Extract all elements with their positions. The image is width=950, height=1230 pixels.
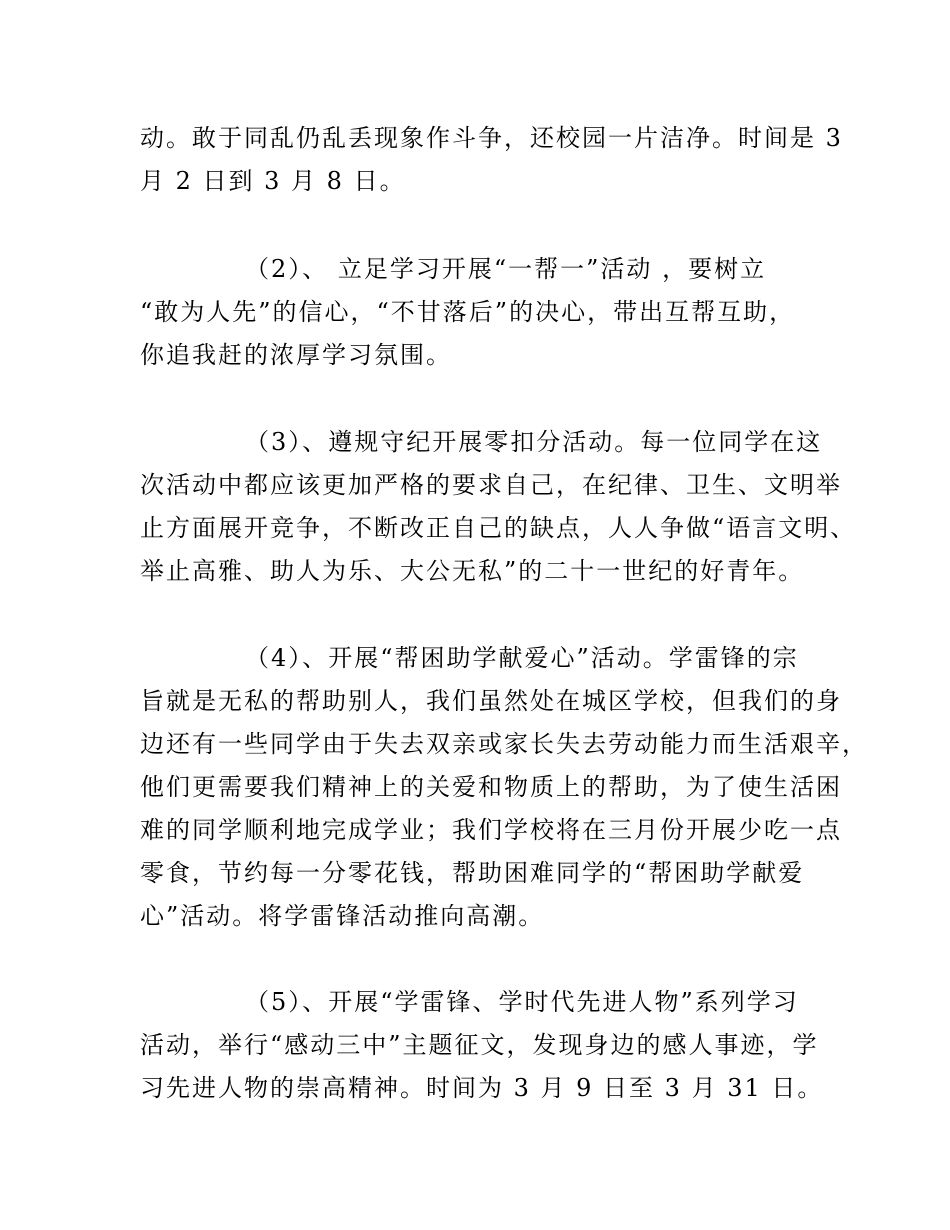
paragraph-line: 难的同学顺利地完成学业；我们学校将在三月份开展少吃一点 xyxy=(140,816,842,844)
paragraph-4 xyxy=(140,637,868,938)
paragraph-line: 习先进人物的崇高精神。时间为 3 月 9 日至 3 月 31 日。 xyxy=(140,1074,824,1102)
paragraph-line: 心”活动。将学雷锋活动推向高潮。 xyxy=(140,902,545,930)
paragraph-line: 你追我赶的浓厚学习氛围。 xyxy=(140,341,452,369)
paragraph-line: 零食，节约每一分零花钱，帮助困难同学的“帮困助学献爱 xyxy=(140,859,805,887)
paragraph-line: “敢为人先”的信心，“不甘落后”的决心，带出互帮互助， xyxy=(140,298,796,326)
paragraph-5 xyxy=(140,981,824,1110)
paragraph-line: 旨就是无私的帮助别人，我们虽然处在城区学校，但我们的身 xyxy=(140,687,842,715)
paragraph-line: 他们更需要我们精神上的关爱和物质上的帮助，为了使生活困 xyxy=(140,773,842,801)
paragraph-line: 月 2 日到 3 月 8 日。 xyxy=(140,167,406,195)
paragraph-line: （2）、 立足学习开展“一帮一”活动 ，要树立 xyxy=(245,255,767,283)
paragraph-line: 次活动中都应该更加严格的要求自己，在纪律、卫生、文明举 xyxy=(140,471,842,499)
paragraph-line: 举止高雅、助人为乐、大公无私”的二十一世纪的好青年。 xyxy=(140,557,805,585)
paragraph-line: （3）、遵规守纪开展零扣分活动。每一位同学在这 xyxy=(245,428,823,456)
paragraph-line: 活动，举行“感动三中”主题征文，发现身边的感人事迹，学 xyxy=(140,1031,819,1059)
paragraph-3 xyxy=(140,421,857,593)
paragraph-line: 边还有一些同学由于失去双亲或家长失去劳动能力而生活艰辛， xyxy=(140,730,868,758)
paragraph-line: 动。敢于同乱仍乱丢现象作斗争，还校园一片洁净。时间是 3 xyxy=(140,124,843,152)
paragraph-line: 止方面展开竞争，不断改正自己的缺点，人人争做“语言文明、 xyxy=(140,514,857,542)
paragraph-line: （4）、开展“帮困助学献爱心”活动。学雷锋的宗 xyxy=(245,644,799,672)
paragraph-2 xyxy=(140,248,820,377)
paragraph-1 xyxy=(140,117,843,203)
paragraph-line: （5）、开展“学雷锋、学时代先进人物”系列学习 xyxy=(245,988,799,1016)
